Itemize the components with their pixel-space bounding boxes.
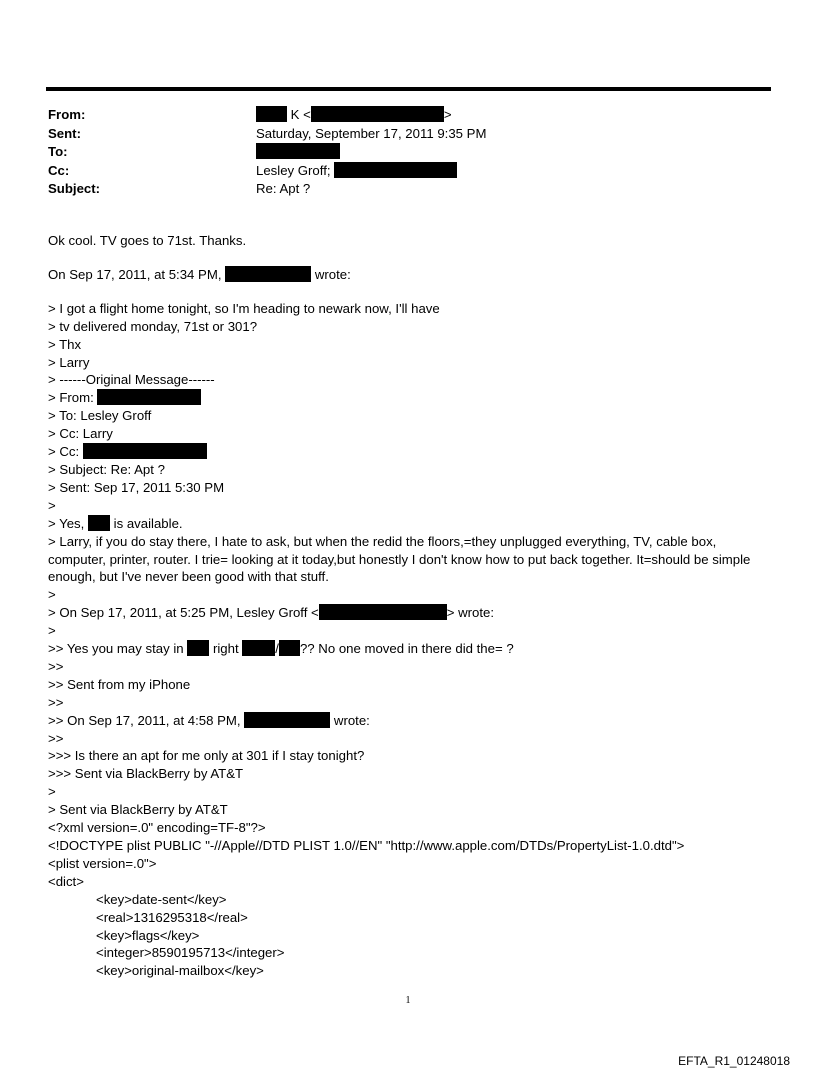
attribution-text: On Sep 17, 2011, at 5:34 PM, xyxy=(48,266,222,282)
quoted-line xyxy=(48,443,763,461)
quoted-line: >> xyxy=(48,730,64,746)
cc-value xyxy=(256,162,457,181)
quoted-line: >> xyxy=(48,658,64,674)
quoted-text: >> On Sep 17, 2011, at 4:58 PM, xyxy=(48,712,241,728)
quoted-line: > To: Lesley Groff xyxy=(48,408,152,424)
sent-value: Saturday, September 17, 2011 9:35 PM xyxy=(256,125,487,141)
quoted-line: >> Sent from my iPhone xyxy=(48,676,191,692)
quoted-text: is available. xyxy=(113,515,183,531)
redaction-block xyxy=(225,266,311,282)
subject-value: Re: Apt ? xyxy=(256,181,311,196)
quoted-line: > tv delivered monday, 71st or 301? xyxy=(48,318,258,334)
redaction-block xyxy=(311,106,444,122)
quoted-text: > On Sep 17, 2011, at 5:25 PM, Lesley Groff < xyxy=(48,605,319,621)
cc-value-name: Lesley Groff; xyxy=(256,162,331,178)
redaction-block xyxy=(83,443,207,459)
quoted-line xyxy=(48,389,763,407)
quoted-paragraph: > Larry, if you do stay there, I hate to ask, but when the redid the floors,=they unplugged everything, TV, cable box, computer, printer, router. I trie= looking at it today,but honestly I don't know how to put back together. It=should be simple enough, but I've never been good with that stuff. xyxy=(48,533,751,585)
quoted-text: / xyxy=(275,641,279,657)
quoted-line: >>> Is there an apt for me only at 301 if I stay tonight? xyxy=(48,748,365,764)
xml-line: <dict> xyxy=(48,873,84,889)
quoted-line: >> xyxy=(48,694,64,710)
quoted-line: > Cc: Larry xyxy=(48,426,113,442)
quoted-text: ?? No one moved in there did the= ? xyxy=(299,641,514,657)
quoted-line: > Subject: Re: Apt ? xyxy=(48,461,165,477)
spacer xyxy=(48,284,763,300)
quoted-cc-label: > Cc: xyxy=(48,444,80,460)
quoted-from-label: > From: xyxy=(48,390,94,406)
quoted-text: > Yes, xyxy=(48,515,85,531)
redaction-block xyxy=(244,712,330,728)
redaction-block xyxy=(187,640,209,656)
xml-line: <key>flags</key> xyxy=(96,927,200,943)
xml-line: <key>original-mailbox</key> xyxy=(96,963,264,979)
quoted-text: > wrote: xyxy=(446,605,495,621)
quoted-line: > xyxy=(48,784,56,800)
quoted-line: > Thx xyxy=(48,336,82,352)
xml-line: <plist version=.0"> xyxy=(48,855,157,871)
xml-line: <key>date-sent</key> xyxy=(96,891,227,907)
xml-line: <real>1316295318</real> xyxy=(96,909,248,925)
to-value xyxy=(256,143,340,162)
quoted-line: > ------Original Message------ xyxy=(48,372,215,388)
subject-label: Subject: xyxy=(48,181,101,196)
quoted-text: >> Yes you may stay in xyxy=(48,641,184,657)
quoted-text: wrote: xyxy=(333,712,370,728)
from-value-name: K < xyxy=(290,107,311,122)
header-divider xyxy=(46,87,771,91)
quoted-line: > Larry xyxy=(48,354,90,370)
quoted-line: >>> Sent via BlackBerry by AT&T xyxy=(48,766,244,782)
quoted-line: > Sent: Sep 17, 2011 5:30 PM xyxy=(48,479,225,495)
sent-label: Sent: xyxy=(48,125,81,141)
xml-line: <integer>8590195713</integer> xyxy=(96,945,285,961)
cc-label: Cc: xyxy=(48,162,70,178)
quoted-line xyxy=(48,604,763,622)
redaction-block xyxy=(256,106,287,122)
redaction-block xyxy=(279,640,300,656)
quoted-line xyxy=(48,515,763,533)
bates-stamp: EFTA_R1_01248018 xyxy=(678,1054,790,1068)
redaction-block xyxy=(242,640,275,656)
xml-line: <?xml version=.0" encoding=TF-8"?> xyxy=(48,820,266,836)
xml-line: <!DOCTYPE plist PUBLIC "-//Apple//DTD PLIST 1.0//EN" "http://www.apple.com/DTDs/PropertyList-1.0.dtd"> xyxy=(48,838,685,853)
from-value-end: > xyxy=(443,107,452,122)
attribution-wrote: wrote: xyxy=(314,266,351,282)
redaction-block xyxy=(256,143,340,159)
from-label: From: xyxy=(48,107,86,122)
spacer xyxy=(48,250,763,266)
reply-text: Ok cool. TV goes to 71st. Thanks. xyxy=(48,233,247,248)
from-value xyxy=(256,106,452,125)
redaction-block xyxy=(97,389,201,405)
quoted-line xyxy=(48,640,763,658)
redaction-block xyxy=(319,604,447,620)
attribution-line xyxy=(48,266,763,284)
quoted-text: right xyxy=(212,641,239,657)
quoted-line: > xyxy=(48,587,56,603)
quoted-line xyxy=(48,712,763,730)
redaction-block xyxy=(334,162,457,178)
page-number: 1 xyxy=(405,995,411,1006)
quoted-line: > Sent via BlackBerry by AT&T xyxy=(48,802,228,818)
redaction-block xyxy=(88,515,110,531)
quoted-line: > xyxy=(48,497,56,513)
to-label: To: xyxy=(48,144,68,159)
quoted-line: > I got a flight home tonight, so I'm heading to newark now, I'll have xyxy=(48,300,440,316)
quoted-line: > xyxy=(48,623,56,639)
email-body xyxy=(48,232,763,980)
